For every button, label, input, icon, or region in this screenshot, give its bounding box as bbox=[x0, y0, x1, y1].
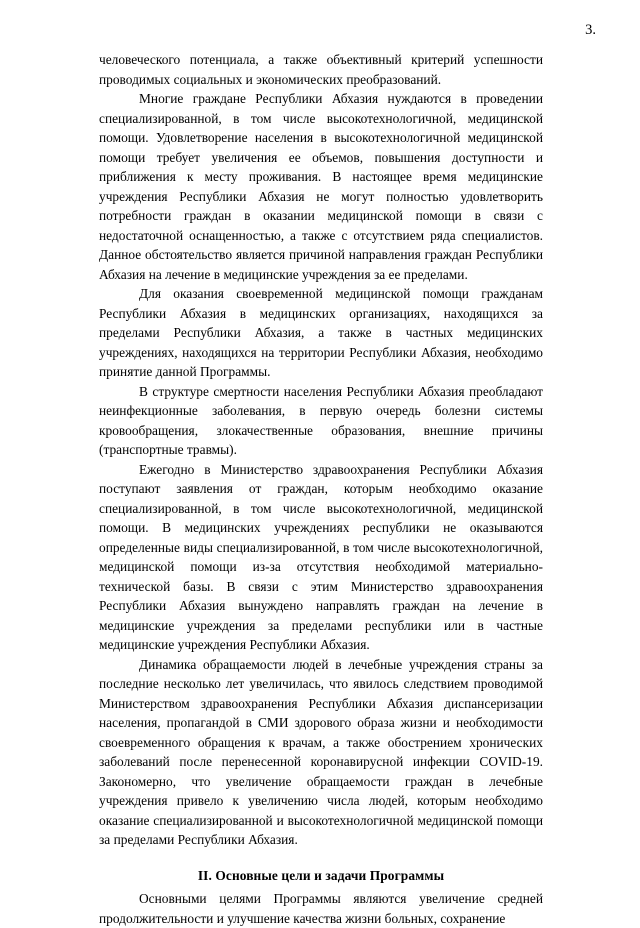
paragraph-4: В структуре смертности населения Республики Абхазия преобладают неинфекционные заболевания, в первую очередь болезни системы кровообращения, злокачественные образования, внешние причины (транспортные травмы). bbox=[99, 383, 543, 457]
paragraph-1: человеческого потенциала, а также объективный критерий успешности проводимых социальных и экономических преобразований. bbox=[99, 52, 543, 87]
paragraph-6: Динамика обращаемости людей в лечебные учреждения страны за последние несколько лет увеличилась, что явилось следствием проводимой Министерством здравоохранения Республики Абхазия диспансеризации населения, пропагандой в СМИ здорового образа жизни и необходимости своевременного обращения к врачам, а также обострением хронических заболеваний после перенесенной коронавирусной инфекции COVID-19. Закономерно, что увеличение обращаемости граждан в лечебные учреждения привело к увеличению числа людей, которым необходимо оказание специализированной и высокотехнологичной медицинской помощи за пределами Республики Абхазия. bbox=[99, 656, 543, 847]
section-heading: II. Основные цели и задачи Программы bbox=[197, 867, 445, 883]
paragraph-5: Ежегодно в Министерство здравоохранения Республики Абхазия поступают заявления от граждан, которым необходимо оказание специализированной, в том числе высокотехнологичной, медицинской помощи. В медицинских учреждениях республики не оказываются определенные виды специализированной, в том числе высокотехнологичной, медицинской помощи из-за отсутствия необходимой материально-технической базы. В связи с этим Министерство здравоохранения Республики Абхазия вынуждено направлять граждан на лечение в медицинские учреждения за пределами республики или в частные медицинские учреждения Республики Абхазия. bbox=[99, 461, 543, 652]
paragraph-7: Основными целями Программы являются увеличение средней продолжительности и улучшение качества жизни больных, сохранение bbox=[99, 891, 543, 926]
document-body bbox=[99, 50, 543, 928]
paragraph-3: Для оказания своевременной медицинской помощи гражданам Республики Абхазия в медицинских организациях, находящихся за пределами Республики Абхазия, а также в частных медицинских учреждениях, находящихся на территории Республики Абхазия, необходимо принятие данной Программы. bbox=[99, 286, 543, 379]
page-number: 3. bbox=[585, 22, 596, 38]
paragraph-2: Многие граждане Республики Абхазия нуждаются в проведении специализированной, в том числе высокотехнологичной, медицинской помощи. Удовлетворение населения в высокотехнологичной медицинской помощи требует увеличения ее объемов, повышения доступности и приближения к месту проживания. В настоящее время медицинские учреждения Республики Абхазия не могут полностью удовлетворить потребности граждан в оказании медицинской помощи в связи с недостаточной оснащенностью, а также с отсутствием ряда специалистов. Данное обстоятельство является причиной направления граждан Республики Абхазия на лечение в медицинские учреждения за ее пределами. bbox=[99, 91, 543, 282]
